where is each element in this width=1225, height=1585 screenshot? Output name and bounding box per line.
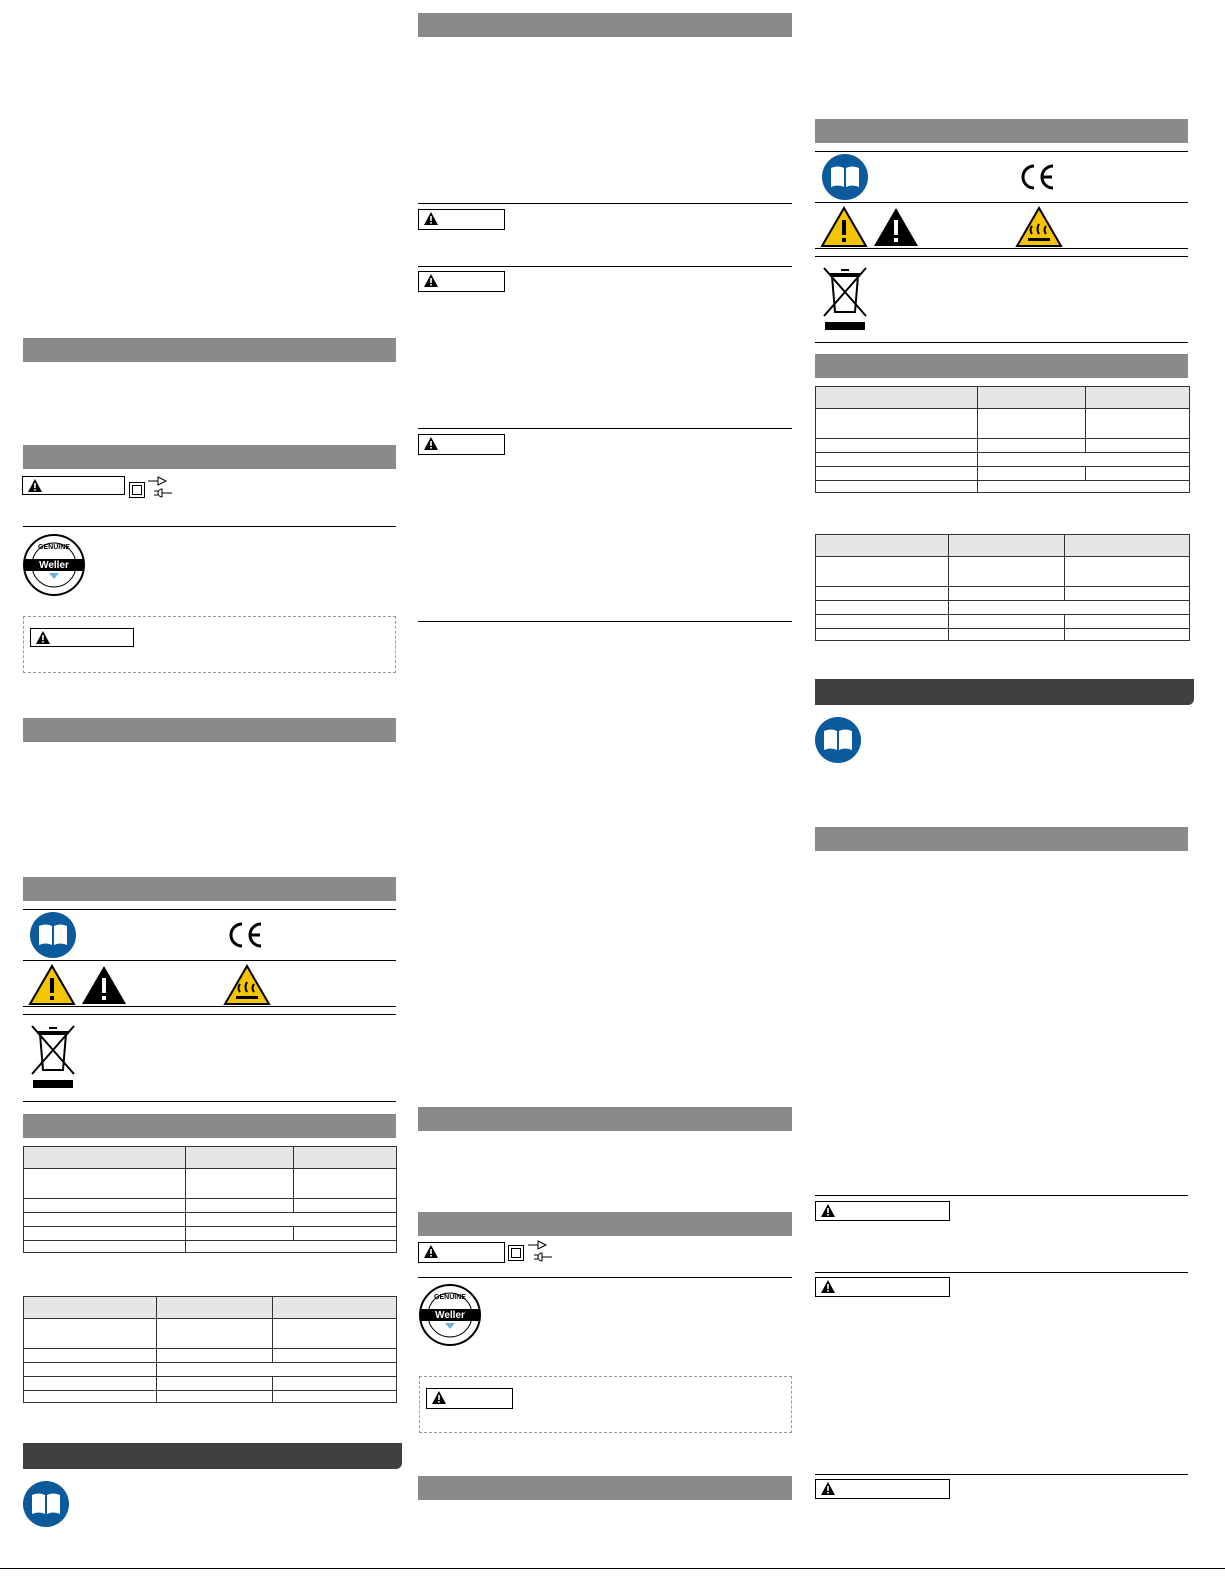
warning-triangle-yellow-icon — [28, 964, 76, 1006]
hot-surface-icon — [1015, 206, 1063, 248]
divider — [815, 1195, 1188, 1196]
read-manual-icon — [23, 1481, 69, 1527]
section-bar — [23, 877, 396, 901]
genuine-weller-seal-icon — [23, 534, 85, 596]
read-manual-icon — [30, 912, 76, 958]
warning-triangle-icon — [424, 1245, 438, 1258]
warning-label — [815, 1277, 950, 1297]
divider — [418, 1277, 792, 1278]
section-bar — [23, 445, 396, 469]
warning-triangle-black-icon — [872, 206, 920, 248]
section-bar — [23, 1114, 396, 1138]
warning-label — [30, 628, 134, 647]
divider — [815, 342, 1188, 343]
read-manual-icon — [815, 717, 861, 763]
section-bar — [815, 827, 1188, 851]
genuine-weller-seal-icon — [419, 1284, 481, 1346]
spec-table — [23, 1146, 397, 1253]
section-bar — [815, 119, 1188, 143]
svg-text:Weller: Weller — [435, 1310, 465, 1321]
warning-triangle-icon — [424, 212, 438, 225]
warning-triangle-yellow-icon — [820, 206, 868, 248]
section-bar-dark — [23, 1443, 402, 1469]
section-bar — [418, 1212, 792, 1236]
divider — [815, 1272, 1188, 1273]
class-ii-symbol-icon — [129, 482, 145, 498]
warning-triangle-icon — [424, 437, 438, 450]
warning-triangle-icon — [424, 274, 438, 287]
warning-triangle-icon — [36, 631, 50, 644]
divider — [418, 203, 792, 204]
divider — [815, 1474, 1188, 1475]
divider — [815, 248, 1188, 249]
warning-label — [418, 434, 505, 455]
section-bar — [418, 1476, 792, 1500]
hot-surface-icon — [223, 964, 271, 1006]
class-ii-symbol-icon — [508, 1245, 524, 1261]
page-bottom-rule — [0, 1568, 1225, 1569]
section-bar-dark — [815, 679, 1194, 705]
divider — [23, 960, 396, 961]
section-bar — [815, 354, 1188, 378]
section-bar — [418, 1107, 792, 1131]
divider — [23, 1006, 396, 1007]
divider — [418, 266, 792, 267]
warning-triangle-black-icon — [80, 964, 128, 1006]
warning-label — [22, 476, 125, 495]
divider — [418, 428, 792, 429]
divider — [23, 909, 396, 910]
divider — [418, 621, 792, 622]
plug-connection-icon — [148, 476, 172, 500]
plug-connection-icon — [528, 1240, 552, 1264]
warning-label — [418, 271, 505, 292]
warning-triangle-icon — [821, 1204, 835, 1217]
warning-triangle-icon — [28, 479, 42, 492]
warning-label — [815, 1201, 950, 1221]
divider — [23, 1101, 396, 1102]
svg-text:GENUINE: GENUINE — [434, 1294, 466, 1301]
section-bar — [23, 718, 396, 742]
divider — [23, 1014, 396, 1015]
divider — [815, 256, 1188, 257]
spec-table — [23, 1296, 397, 1403]
warning-triangle-icon — [821, 1482, 835, 1495]
read-manual-icon — [822, 154, 868, 200]
crossed-bin-icon — [30, 1024, 76, 1090]
divider — [815, 151, 1188, 152]
svg-text:Weller: Weller — [39, 560, 69, 571]
section-bar — [23, 338, 396, 362]
crossed-bin-icon — [822, 266, 868, 332]
section-bar — [418, 13, 792, 37]
warning-label — [418, 1242, 505, 1263]
divider — [815, 202, 1188, 203]
warning-triangle-icon — [821, 1280, 835, 1293]
warning-triangle-icon — [432, 1391, 446, 1404]
spec-table — [815, 534, 1190, 641]
svg-text:GENUINE: GENUINE — [38, 544, 70, 551]
divider — [23, 526, 396, 527]
ce-mark-icon — [1019, 164, 1057, 190]
warning-label — [815, 1479, 950, 1499]
warning-label — [418, 209, 505, 230]
ce-mark-icon — [227, 922, 265, 948]
spec-table — [815, 386, 1190, 493]
warning-label — [426, 1388, 513, 1409]
